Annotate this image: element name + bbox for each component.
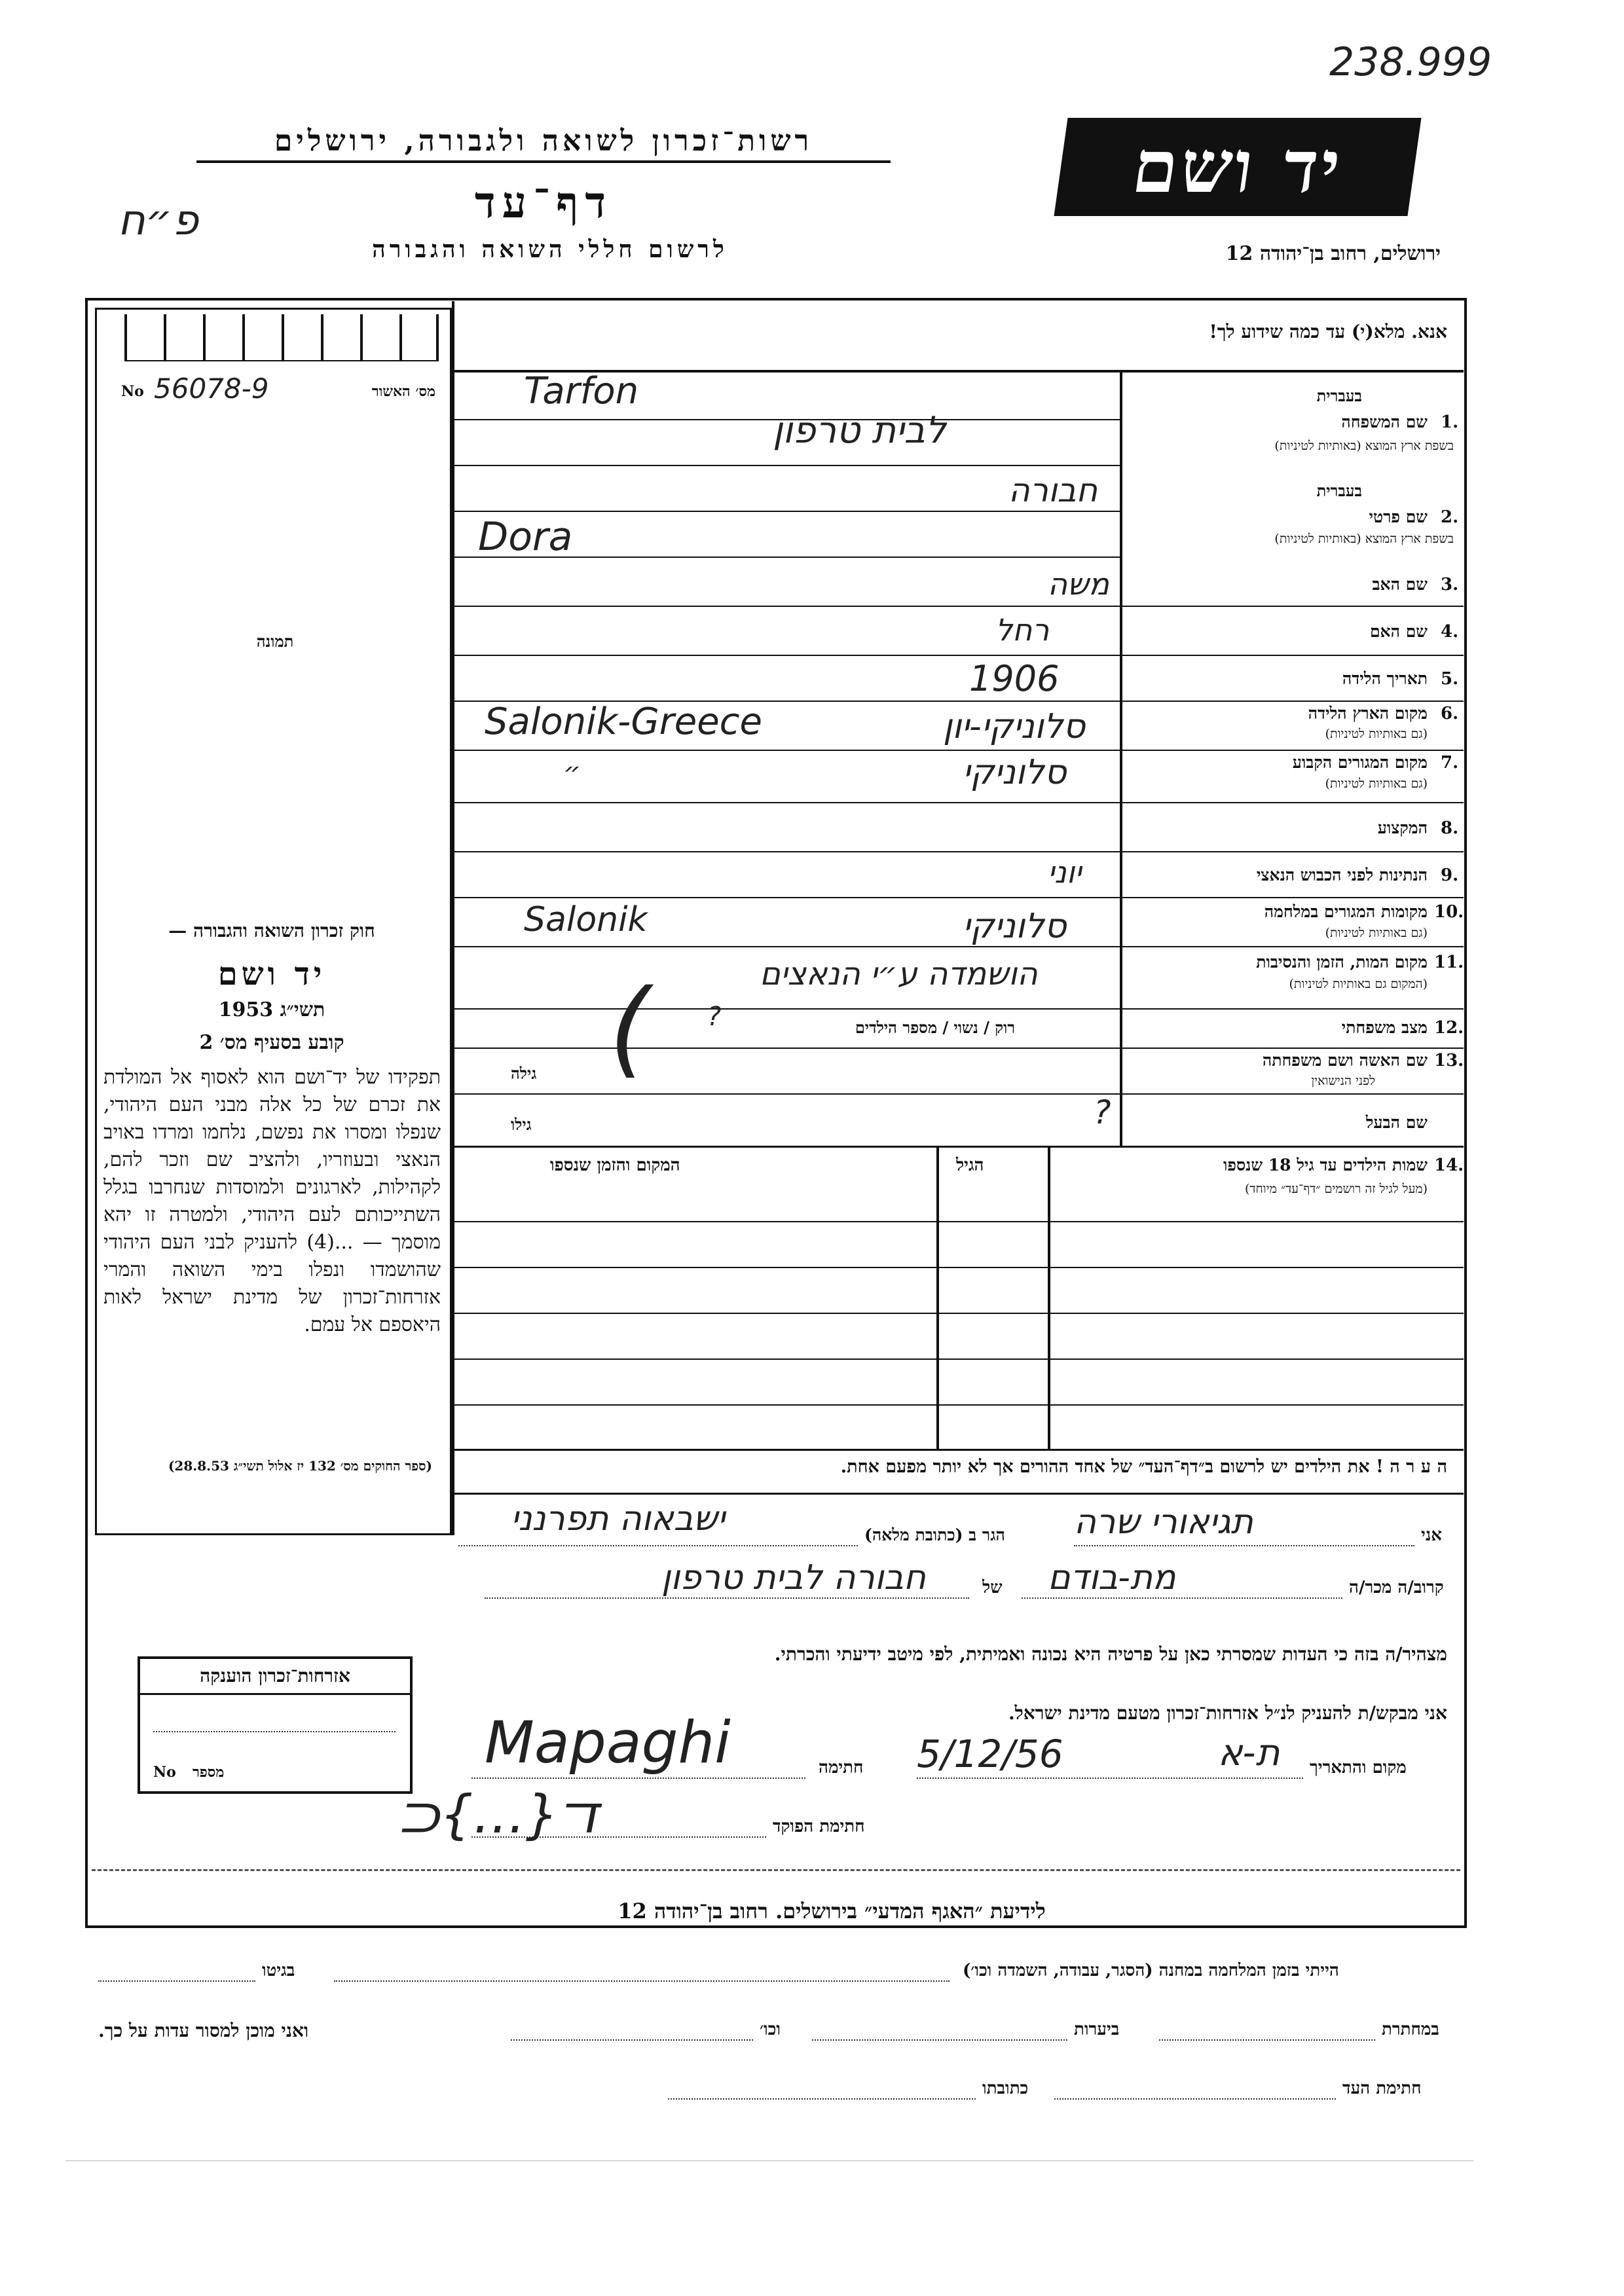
children-sub: (מעל לגיל זה רושמים ״דף־עד״ מיוחד)	[1245, 1182, 1428, 1196]
footer-line2-b: ביערות	[1074, 2020, 1120, 2039]
field-10-value-hebrew: סלוניקי	[963, 907, 1067, 946]
field-4-number: 4.	[1441, 622, 1459, 642]
of-label: של	[982, 1578, 1003, 1597]
footer-line1-a: הייתי בזמן המלחמה במחנה (הסגר, עבודה, השמדה וכו׳)	[963, 1961, 1339, 1980]
field-6-value-hebrew: סלוניקי-יון	[943, 707, 1086, 746]
footer-line3-b: כתובתו	[982, 2079, 1029, 2098]
field-13-label: שם האשה ושם משפחתה	[1262, 1051, 1428, 1070]
citizenship-title: אזרחות־זכרון הוענקה	[140, 1659, 410, 1695]
field-1-value-hebrew: לבית טרפון	[773, 409, 946, 452]
field-13-bracket: (	[609, 966, 650, 1089]
field-6-number: 6.	[1441, 704, 1459, 723]
law-clause: קובע בסעיף מס׳ 2	[199, 1031, 344, 1054]
declaration-ani: אני	[1421, 1525, 1442, 1545]
field-3-number: 3.	[1441, 575, 1459, 594]
signature-mark: Mapaghi	[485, 1709, 731, 1776]
place-value: ת-א	[1218, 1732, 1280, 1774]
logo-text: יד ושם	[1127, 124, 1348, 209]
field-4-label: שם האם	[1369, 622, 1428, 641]
margin-note: פ״ח	[118, 196, 199, 245]
field-9-value: יוני	[1048, 854, 1082, 890]
field-9-label: הנתינות לפני הכבוש הנאצי	[1256, 866, 1428, 884]
field-1-value-latin: Tarfon	[524, 370, 639, 412]
citizenship-box	[138, 1656, 413, 1794]
field-1-label: שם המשפחה	[1341, 412, 1428, 431]
officer-signature-mark: ﬢ{…}ﬤ	[399, 1784, 600, 1845]
field-2-value-hebrew: חבורה	[1008, 471, 1098, 509]
citizenship-prefix: No	[153, 1764, 176, 1781]
yad-vashem-logo	[1054, 118, 1421, 216]
field-7-value-latin: ״	[563, 756, 581, 788]
field-3-label: שם האב	[1372, 575, 1428, 594]
field-12-label: מצב משפחתי	[1341, 1018, 1428, 1037]
footer-line1-b: בגיטו	[262, 1961, 295, 1980]
officer-label: חתימת הפוקד	[773, 1817, 865, 1836]
declaration-statement: מצהיר/ה בזה כי העדות שמסרתי כאן על פרטיה היא נכונה ואמיתית, לפי מיטב ידיעתי והכרתי.	[774, 1643, 1447, 1665]
field-5-value: 1906	[969, 658, 1060, 699]
citizenship-number-label: מספר	[193, 1764, 225, 1781]
form-title: דף־עד	[474, 177, 613, 228]
signature-label: חתימה	[819, 1758, 864, 1777]
field-7-number: 7.	[1441, 753, 1459, 773]
field-13-sub: לפני הנישואין	[1311, 1074, 1375, 1088]
footer-line2-a: במחתרת	[1382, 2020, 1439, 2039]
children-number: 14.	[1434, 1156, 1464, 1175]
declaration-resident: הגר ב (כתובת מלאה)	[864, 1525, 1005, 1544]
date-value: 5/12/56	[917, 1732, 1063, 1776]
field-10-number: 10.	[1434, 902, 1464, 922]
approval-number: 56078-9	[154, 373, 269, 405]
field-1-sub: בשפת ארץ המוצא (באותיות לטיניות)	[1274, 439, 1454, 453]
husband-age-label: גילו	[511, 1115, 532, 1134]
field-11-number: 11.	[1434, 953, 1464, 972]
footer-line3-a: חתימת העד	[1342, 2079, 1422, 2098]
field-5-label: תאריך הלידה	[1342, 669, 1428, 688]
law-name: יד ושם	[217, 956, 326, 993]
field-7-sub: (גם באותיות לטיניות)	[1325, 776, 1428, 791]
institution-name: רשות־זכרון לשואה ולגבורה, ירושלים	[196, 124, 891, 163]
address: ירושלים, רחוב בן־יהודה 12	[1225, 242, 1441, 265]
field-12-options: רוק / נשוי / מספר הילדים	[855, 1018, 1015, 1037]
husband-label: שם הבעל	[1365, 1113, 1428, 1132]
field-8-label: המקצוע	[1377, 818, 1428, 837]
field-2-value-latin: Dora	[478, 514, 573, 560]
field-4-value: רחל	[995, 612, 1050, 647]
field-1-number: 1.	[1441, 412, 1459, 432]
field-11-sub: (המקום גם באותיות לטיניות)	[1289, 977, 1428, 991]
photo-label: תמונה	[256, 632, 294, 651]
declaration-address: ישבאוה תפרנני	[511, 1499, 726, 1539]
field-10-label: מקומות המגורים במלחמה	[1264, 902, 1428, 921]
form-subtitle: לרשום חללי השואה והגבורה	[372, 236, 728, 263]
relation-value: מת-בודם	[1048, 1558, 1176, 1597]
field-13-number: 13.	[1434, 1051, 1464, 1070]
field-11-value: הושמדה ע״י הנאצים	[760, 956, 1038, 993]
field-11-label: מקום המות, הזמן והנסיבות	[1256, 953, 1428, 972]
approval-number-row	[115, 373, 442, 409]
note: ה ע ר ה ! את הילדים יש לרשום ב״דף־העד״ של אחד ההורים אך לא יותר מפעם אחת.	[840, 1457, 1447, 1477]
field-6-sub: (גם באותיות לטיניות)	[1325, 727, 1428, 741]
footer-line2-c: וכו׳	[760, 2020, 781, 2039]
field-2-sub: בשפת ארץ המוצא (באותיות לטיניות)	[1274, 532, 1454, 546]
declaration-name: תגיאורי שרה	[1074, 1503, 1253, 1542]
husband-value: ?	[1094, 1093, 1111, 1131]
field-13-age-label: גילה	[511, 1064, 537, 1083]
approval-prefix: No	[121, 383, 144, 400]
field-10-value-latin: Salonik	[524, 900, 648, 939]
field-6-value-latin: Salonik-Greece	[485, 701, 762, 743]
law-title: חוק זכרון השואה והגבורה —	[168, 920, 375, 941]
field-7-label: מקום המגורים הקבוע	[1292, 753, 1428, 772]
field-10-sub: (גם באותיות לטיניות)	[1325, 926, 1428, 940]
field-9-number: 9.	[1441, 866, 1459, 885]
field-5-number: 5.	[1441, 669, 1459, 689]
children-label: שמות הילדים עד גיל 18 שנספו	[1223, 1156, 1428, 1175]
instruction: אנא. מלא(י) עד כמה שידוע לך!	[1209, 321, 1447, 342]
approval-tick-boxes	[124, 314, 439, 360]
children-col-place: המקום והזמן שנספו	[550, 1156, 680, 1175]
field-2-label: שם פרטי	[1369, 507, 1428, 526]
field-1-lang: בעברית	[1316, 386, 1362, 405]
field-12-number: 12.	[1434, 1018, 1464, 1038]
approval-label: מס׳ האשור	[371, 383, 435, 400]
field-2-number: 2.	[1441, 507, 1459, 527]
field-3-value: משה	[1048, 566, 1109, 602]
law-year: תשי״ג 1953	[218, 998, 325, 1021]
field-12-value: ?	[707, 1002, 722, 1032]
field-8-number: 8.	[1441, 818, 1459, 838]
law-text: תפקידו של יד־ושם הוא לאסוף אל המולדת את זכרם של כל אלה מבני העם היהודי, שנפלו ומסרו את נפשם, נלחמו ומרדו באויב הנאצי ובעוזריו, ולהציב שם וזכר להם, לקהילות, לארגונים ולמוסדות שנחרבו בגלל השתייכותם לעם היהודי, ולמטרה זו יהא מוסמך — ...(4) להעניק לבני העם היהודי שהושמדו ונפלו בימי השואה והמרי אזרחות־זכרון של מדינת ישראל לאות היאספם אל עמם.	[103, 1066, 441, 1336]
reference-number: 238.999	[1329, 39, 1492, 85]
relative-label: קרוב/ה מכר/ה	[1349, 1578, 1444, 1597]
field-2-lang: בעברית	[1316, 481, 1362, 500]
footer-heading: לידיעת ״האגף המדעי״ בירושלים. רחוב בן־יהודה 12	[618, 1899, 1046, 1923]
declaration-request: אני מבקש/ת להעניק לנ״ל אזרחות־זכרון מטעם מדינת ישראל.	[1008, 1702, 1447, 1724]
field-6-label: מקום הארץ הלידה	[1308, 704, 1428, 723]
law-source: (ספר החוקים מס׳ 132 יז אלול תשי״ג 28.8.53)	[168, 1458, 432, 1474]
place-date-label: מקום והתאריך	[1310, 1758, 1407, 1777]
children-col-age: הגיל	[956, 1156, 984, 1175]
footer-line2-d: ואני מוכן למסור עדות על כך.	[98, 2020, 309, 2041]
of-value: חבורה לבית טרפון	[661, 1558, 926, 1597]
field-7-value-hebrew: סלוניקי	[963, 753, 1067, 792]
